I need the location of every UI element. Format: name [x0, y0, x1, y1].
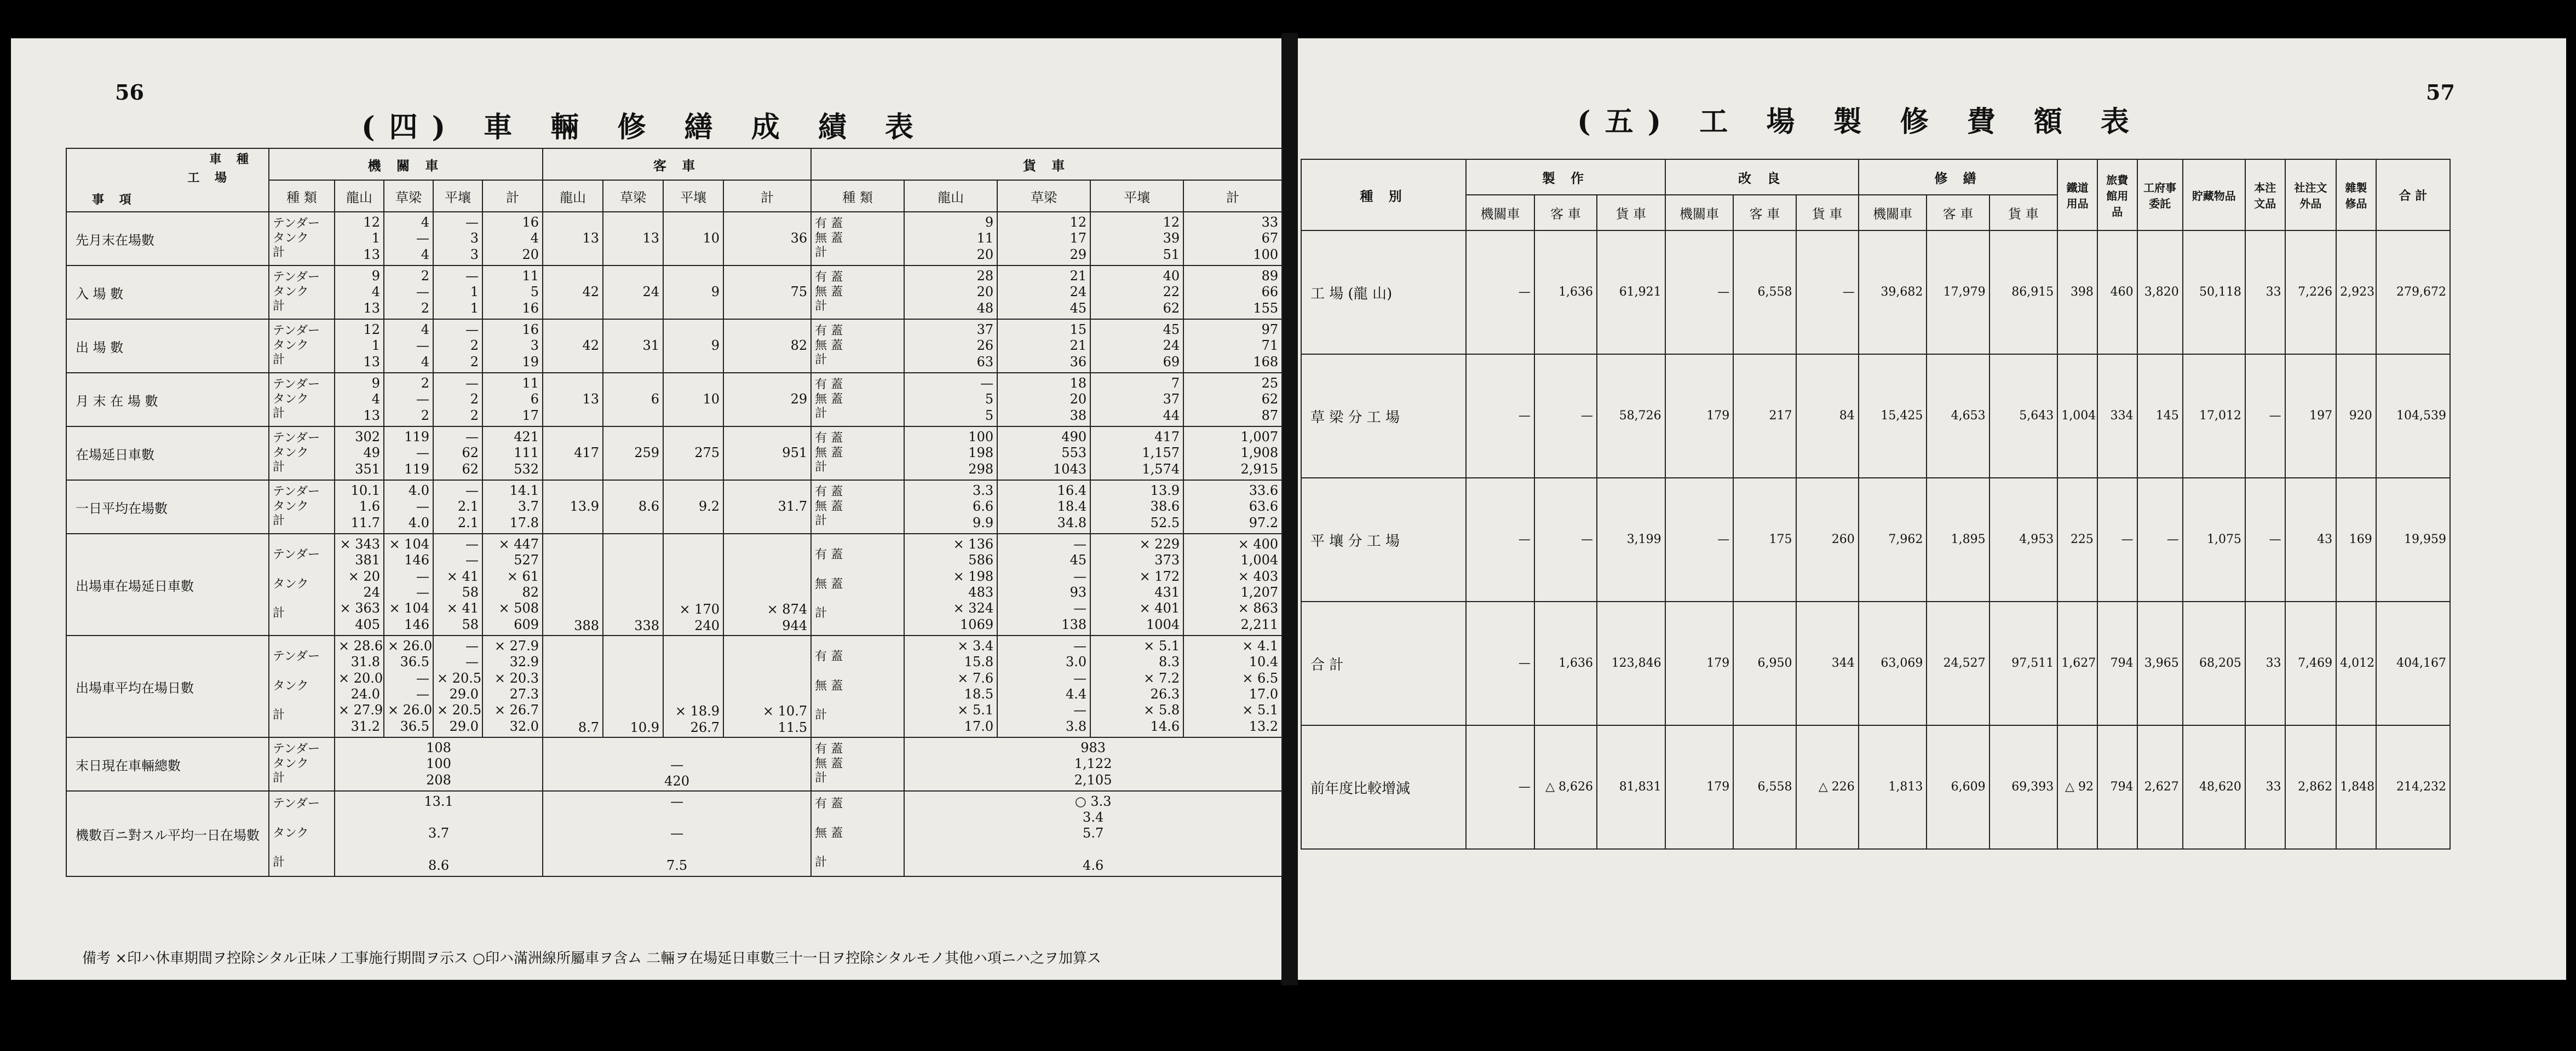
table-row: [66, 480, 1282, 534]
table-cell: —: [1466, 354, 1534, 478]
table-cell: 97 71 168: [1183, 319, 1282, 373]
table-cell: 39,682: [1859, 230, 1927, 354]
table-cell: 42: [543, 265, 603, 319]
sub-header: 貨 車: [1796, 195, 1859, 230]
col-header: 草梁: [997, 180, 1090, 212]
row-label: 平 壤 分 工 場: [1301, 478, 1466, 602]
table-cell: 2,862: [2285, 725, 2336, 849]
table-cell: 344: [1796, 602, 1859, 725]
table-cell: 有 蓋 無 蓋 計: [811, 319, 904, 373]
table-cell: — 2.1 2.1: [433, 480, 482, 534]
table-cell: × 104 146 — — × 104 146: [384, 534, 433, 636]
table-cell: 5,643: [1990, 354, 2058, 478]
table-cell: 15 21 36: [997, 319, 1090, 373]
table-cell: 259: [603, 426, 663, 480]
table-row: [66, 265, 1282, 319]
table-cell: 7,962: [1859, 478, 1927, 602]
table-cell: 417: [543, 426, 603, 480]
row-label: 月 末 在 場 數: [66, 373, 269, 426]
col-header: 龍山: [543, 180, 603, 212]
table-cell: 12 1 13: [335, 212, 384, 265]
table-cell: 4,953: [1990, 478, 2058, 602]
table-cell: 33 67 100: [1183, 212, 1282, 265]
table-cell: テンダー タンク 計: [269, 480, 335, 534]
table-cell: —: [1796, 230, 1859, 354]
row-label: 一日平均在場數: [66, 480, 269, 534]
table-cell: 1,895: [1927, 478, 1989, 602]
table-cell: 983 1,122 2,105: [904, 737, 1282, 791]
table-cell: 6,609: [1927, 725, 1989, 849]
table-cell: 58,726: [1597, 354, 1665, 478]
sub-header: 客 車: [1927, 195, 1989, 230]
table-cell: × 5.1 8.3 × 7.2 26.3 × 5.8 14.6: [1090, 636, 1183, 737]
table-cell: 10: [663, 212, 723, 265]
table-cell: 1,627: [2057, 602, 2097, 725]
table-cell: 有 蓋 無 蓋 計: [811, 737, 904, 791]
table-cell: — 420: [543, 737, 811, 791]
table-cell: 11 5 16: [482, 265, 543, 319]
table-cell: テンダー タンク 計: [269, 373, 335, 426]
col-header: 計: [482, 180, 543, 212]
table-cell: 421 111 532: [482, 426, 543, 480]
table-cell: — — × 41 58 × 41 58: [433, 534, 482, 636]
table-cell: 794: [2097, 725, 2137, 849]
table-cell: 13: [543, 212, 603, 265]
table-cell: 48,620: [2183, 725, 2245, 849]
table-row: [66, 373, 1282, 426]
table-cell: 3.3 6.6 9.9: [904, 480, 997, 534]
table-cell: 1,004: [2057, 354, 2097, 478]
table-cell: × 229 373 × 172 431 × 401 1004: [1090, 534, 1183, 636]
table-cell: △ 92: [2057, 725, 2097, 849]
table-cell: — 3 3: [433, 212, 482, 265]
table-cell: 7 37 44: [1090, 373, 1183, 426]
table-cell: 279,672: [2376, 230, 2450, 354]
table-cell: 13.1 3.7 8.6: [335, 791, 543, 876]
table-cell: 16.4 18.4 34.8: [997, 480, 1090, 534]
table-cell: × 874 944: [723, 534, 811, 636]
table-cell: 45 24 69: [1090, 319, 1183, 373]
table-cell: 169: [2336, 478, 2376, 602]
table-cell: 1,636: [1534, 602, 1597, 725]
col-header: 種 類: [269, 180, 335, 212]
table-cell: — 45 — 93 — 138: [997, 534, 1090, 636]
table-cell: 15,425: [1859, 354, 1927, 478]
table-cell: ○ 3.3 3.4 5.7 4.6: [904, 791, 1282, 876]
table-cell: 1,075: [2183, 478, 2245, 602]
row-label: 在場延日車數: [66, 426, 269, 480]
row-label: 機數百ニ對スル平均一日在場數: [66, 791, 269, 876]
table-cell: 33: [2245, 230, 2285, 354]
left-page-title: (四) 車 輛 修 繕 成 績 表: [361, 111, 928, 144]
sub-header: 貨 車: [1990, 195, 2058, 230]
table-cell: 12 1 13: [335, 319, 384, 373]
table-cell: —: [1534, 354, 1597, 478]
table-cell: 119 — 119: [384, 426, 433, 480]
table-cell: 920: [2336, 354, 2376, 478]
col-header: 社注文外品: [2285, 159, 2336, 230]
corner-item: 事 項: [92, 193, 137, 207]
table-cell: 2,627: [2137, 725, 2183, 849]
table-cell: テンダー タンク 計: [269, 737, 335, 791]
table-cell: 404,167: [2376, 602, 2450, 725]
table-cell: 1,813: [1859, 725, 1927, 849]
table-cell: 37 26 63: [904, 319, 997, 373]
col-header: 貯藏物品: [2183, 159, 2245, 230]
group-header-freight-car: 貨 車: [811, 148, 1282, 180]
table-row: [1301, 478, 2450, 602]
table-cell: 9: [663, 265, 723, 319]
table-cell: 104,539: [2376, 354, 2450, 478]
table-cell: 有 蓋 無 蓋 計: [811, 534, 904, 636]
col-header: 平壤: [1090, 180, 1183, 212]
table-cell: 21 24 45: [997, 265, 1090, 319]
row-label: 工 場 (龍 山): [1301, 230, 1466, 354]
table-cell: 24,527: [1927, 602, 1989, 725]
table-cell: —: [1466, 230, 1534, 354]
col-header: 雜製修品: [2336, 159, 2376, 230]
table-cell: × 343 381 × 20 24 × 363 405: [335, 534, 384, 636]
table-cell: 33: [2245, 725, 2285, 849]
book-spine: [1281, 33, 1298, 985]
table-cell: 68,205: [2183, 602, 2245, 725]
group-header-passenger-car: 客 車: [543, 148, 811, 180]
table-cell: 11 6 17: [482, 373, 543, 426]
table-cell: 417 1,157 1,574: [1090, 426, 1183, 480]
table-cell: テンダー タンク 計: [269, 791, 335, 876]
table-cell: 3,199: [1597, 478, 1665, 602]
table-cell: 36: [723, 212, 811, 265]
table-cell: 有 蓋 無 蓋 計: [811, 480, 904, 534]
table-cell: — 62 62: [433, 426, 482, 480]
table-cell: 14.1 3.7 17.8: [482, 480, 543, 534]
table-cell: 10: [663, 373, 723, 426]
table-cell: 179: [1665, 725, 1734, 849]
col-header: 平壤: [663, 180, 723, 212]
col-header: 旅費館用品: [2097, 159, 2137, 230]
table-cell: 794: [2097, 602, 2137, 725]
row-label: 入 場 數: [66, 265, 269, 319]
row-label: 先月末在場數: [66, 212, 269, 265]
table-cell: — 5 5: [904, 373, 997, 426]
table-cell: 31.7: [723, 480, 811, 534]
table-cell: 13.9: [543, 480, 603, 534]
table-cell: テンダー タンク 計: [269, 212, 335, 265]
table-cell: 260: [1796, 478, 1859, 602]
row-label: 出 場 數: [66, 319, 269, 373]
group-header-manufacture: 製 作: [1466, 159, 1665, 195]
right-page-title: (五) 工 場 製 修 費 額 表: [1577, 105, 2143, 138]
col-header: 龍山: [335, 180, 384, 212]
table-cell: 1,848: [2336, 725, 2376, 849]
table-cell: 9 4 13: [335, 265, 384, 319]
table-cell: 25 62 87: [1183, 373, 1282, 426]
table-cell: —: [1466, 602, 1534, 725]
table-cell: 有 蓋 無 蓋 計: [811, 373, 904, 426]
table-cell: 302 49 351: [335, 426, 384, 480]
table-cell: 18 20 38: [997, 373, 1090, 426]
right-page-number: 57: [2426, 80, 2455, 105]
table-cell: 16 3 19: [482, 319, 543, 373]
table-cell: 有 蓋 無 蓋 計: [811, 265, 904, 319]
table-cell: 4,012: [2336, 602, 2376, 725]
table-cell: 29: [723, 373, 811, 426]
table-row: [66, 636, 1282, 737]
table-cell: △ 226: [1796, 725, 1859, 849]
row-label: 出場車平均在場日數: [66, 636, 269, 737]
table-cell: —: [2097, 478, 2137, 602]
table-cell: 31: [603, 319, 663, 373]
table-row: [1301, 354, 2450, 478]
table-cell: 460: [2097, 230, 2137, 354]
table-cell: 9 4 13: [335, 373, 384, 426]
table-cell: 145: [2137, 354, 2183, 478]
table-cell: 86,915: [1990, 230, 2058, 354]
table-cell: テンダー タンク 計: [269, 426, 335, 480]
table-cell: 8.6: [603, 480, 663, 534]
table-cell: —: [2137, 478, 2183, 602]
table-cell: —: [2245, 354, 2285, 478]
sub-header: 客 車: [1733, 195, 1796, 230]
row-label: 合 計: [1301, 602, 1466, 725]
table-cell: 有 蓋 無 蓋 計: [811, 212, 904, 265]
table-cell: —: [1466, 725, 1534, 849]
row-label: 末日現在車輛總數: [66, 737, 269, 791]
sub-header: 客 車: [1534, 195, 1597, 230]
table-cell: — 1 1: [433, 265, 482, 319]
table-row: [66, 737, 1282, 791]
left-page-number: 56: [115, 80, 144, 105]
table-cell: 42: [543, 319, 603, 373]
table-cell: 9 11 20: [904, 212, 997, 265]
table-cell: 17,012: [2183, 354, 2245, 478]
table-cell: × 170 240: [663, 534, 723, 636]
corner-type: 種 別: [1301, 159, 1466, 230]
table-cell: 398: [2057, 230, 2097, 354]
row-label: 前年度比較增減: [1301, 725, 1466, 849]
table-cell: × 10.7 11.5: [723, 636, 811, 737]
table-row: [1301, 230, 2450, 354]
table-cell: 2 — 2: [384, 373, 433, 426]
table-cell: — — 7.5: [543, 791, 811, 876]
table-cell: 214,232: [2376, 725, 2450, 849]
table-cell: 61,921: [1597, 230, 1665, 354]
table-cell: 338: [603, 534, 663, 636]
table-cell: 175: [1733, 478, 1796, 602]
table-row: [66, 319, 1282, 373]
table-cell: 75: [723, 265, 811, 319]
table-cell: 69,393: [1990, 725, 2058, 849]
sub-header: 機關車: [1859, 195, 1927, 230]
col-header: 龍山: [904, 180, 997, 212]
table-cell: 100 198 298: [904, 426, 997, 480]
group-header-locomotive: 機 關 車: [269, 148, 543, 180]
table-cell: 388: [543, 534, 603, 636]
table-cell: 43: [2285, 478, 2336, 602]
table-cell: 275: [663, 426, 723, 480]
table-cell: × 18.9 26.7: [663, 636, 723, 737]
table-cell: 12 17 29: [997, 212, 1090, 265]
table-cell: × 27.9 32.9 × 20.3 27.3 × 26.7 32.0: [482, 636, 543, 737]
table-cell: —: [1534, 478, 1597, 602]
table-cell: 89 66 155: [1183, 265, 1282, 319]
table-cell: 有 蓋 無 蓋 計: [811, 426, 904, 480]
table-cell: —: [1466, 478, 1534, 602]
table-row: [1301, 725, 2450, 849]
table-cell: —: [1665, 478, 1734, 602]
table-cell: 6,558: [1733, 230, 1796, 354]
table-cell: 17,979: [1927, 230, 1989, 354]
table-cell: — 3.0 — 4.4 — 3.8: [997, 636, 1090, 737]
sub-header: 貨 車: [1597, 195, 1665, 230]
table-cell: テンダー タンク 計: [269, 534, 335, 636]
corner-vehicle-type: 車 種: [209, 152, 254, 166]
col-header: 計: [1183, 180, 1282, 212]
table-cell: 28 20 48: [904, 265, 997, 319]
table-cell: —: [1665, 230, 1734, 354]
table-cell: 2 — 2: [384, 265, 433, 319]
table-cell: 8.7: [543, 636, 603, 737]
right-page: [1298, 38, 2566, 980]
table-cell: —: [2245, 478, 2285, 602]
table-cell: 40 22 62: [1090, 265, 1183, 319]
table-cell: 6: [603, 373, 663, 426]
group-header-repair: 修 繕: [1859, 159, 2057, 195]
table-row: [66, 426, 1282, 480]
table-cell: 13.9 38.6 52.5: [1090, 480, 1183, 534]
table-cell: 1,007 1,908 2,915: [1183, 426, 1282, 480]
table-cell: 12 39 51: [1090, 212, 1183, 265]
col-header: 計: [723, 180, 811, 212]
table-cell: 6,558: [1733, 725, 1796, 849]
table-cell: × 26.0 36.5 — — × 26.0 36.5: [384, 636, 433, 737]
footnote: 備考 ×印ハ休車期間ヲ控除シタル正味ノ工事施行期間ヲ示ス ○印ハ滿洲線所屬車ヲ含ム 二輛ヲ在場延日車數三十一日ヲ控除シタルモノ其他ハ項ニハ之ヲ加算ス: [82, 950, 1101, 967]
table-cell: × 447 527 × 61 82 × 508 609: [482, 534, 543, 636]
table-cell: 10.9: [603, 636, 663, 737]
table-cell: 33.6 63.6 97.2: [1183, 480, 1282, 534]
table-cell: — — × 20.5 29.0 × 20.5 29.0: [433, 636, 482, 737]
col-header: 草梁: [384, 180, 433, 212]
factory-cost-table: [1301, 159, 2451, 850]
table-cell: — 2 2: [433, 373, 482, 426]
table-cell: 有 蓋 無 蓋 計: [811, 791, 904, 876]
table-cell: × 4.1 10.4 × 6.5 17.0 × 5.1 13.2: [1183, 636, 1282, 737]
table-cell: 82: [723, 319, 811, 373]
table-cell: 97,511: [1990, 602, 2058, 725]
row-label: 草 梁 分 工 場: [1301, 354, 1466, 478]
table-cell: 6,950: [1733, 602, 1796, 725]
table-cell: △ 8,626: [1534, 725, 1597, 849]
row-label: 出場車在場延日車數: [66, 534, 269, 636]
table-cell: 179: [1665, 354, 1734, 478]
table-cell: テンダー タンク 計: [269, 636, 335, 737]
sub-header: 機關車: [1665, 195, 1734, 230]
table-cell: 197: [2285, 354, 2336, 478]
table-cell: 4 — 4: [384, 319, 433, 373]
table-cell: 179: [1665, 602, 1734, 725]
table-cell: 84: [1796, 354, 1859, 478]
table-row: [1301, 602, 2450, 725]
table-cell: 33: [2245, 602, 2285, 725]
table-cell: 217: [1733, 354, 1796, 478]
table-cell: 123,846: [1597, 602, 1665, 725]
group-header-improvement: 改 良: [1665, 159, 1859, 195]
table-cell: テンダー タンク 計: [269, 265, 335, 319]
col-header: 本注文品: [2245, 159, 2285, 230]
col-header: 種 類: [811, 180, 904, 212]
table-cell: 19,959: [2376, 478, 2450, 602]
table-cell: テンダー タンク 計: [269, 319, 335, 373]
col-header: 工府事委託: [2137, 159, 2183, 230]
table-cell: 334: [2097, 354, 2137, 478]
col-header: 鐵道用品: [2057, 159, 2097, 230]
table-row: [66, 212, 1282, 265]
table-cell: 63,069: [1859, 602, 1927, 725]
table-cell: 7,469: [2285, 602, 2336, 725]
table-cell: × 136 586 × 198 483 × 324 1069: [904, 534, 997, 636]
table-cell: 9: [663, 319, 723, 373]
table-cell: 3,820: [2137, 230, 2183, 354]
table-cell: — 2 2: [433, 319, 482, 373]
table-cell: × 28.6 31.8 × 20.0 24.0 × 27.9 31.2: [335, 636, 384, 737]
table-cell: 10.1 1.6 11.7: [335, 480, 384, 534]
table-cell: 3,965: [2137, 602, 2183, 725]
table-cell: × 400 1,004 × 403 1,207 × 863 2,211: [1183, 534, 1282, 636]
table-row: [66, 534, 1282, 636]
table-cell: 2,923: [2336, 230, 2376, 354]
table-cell: 4.0 — 4.0: [384, 480, 433, 534]
table-cell: 490 553 1043: [997, 426, 1090, 480]
table-cell: 9.2: [663, 480, 723, 534]
sub-header: 機關車: [1466, 195, 1534, 230]
corner-header: [66, 148, 269, 212]
table-cell: 50,118: [2183, 230, 2245, 354]
col-header: 草梁: [603, 180, 663, 212]
table-cell: 4,653: [1927, 354, 1989, 478]
table-row: [66, 791, 1282, 876]
corner-factory: 工 場: [187, 171, 232, 185]
table-cell: 108 100 208: [335, 737, 543, 791]
table-cell: 1,636: [1534, 230, 1597, 354]
table-cell: 7,226: [2285, 230, 2336, 354]
table-cell: 4 — 4: [384, 212, 433, 265]
table-cell: 24: [603, 265, 663, 319]
repair-results-table: [66, 148, 1283, 877]
left-page: [11, 38, 1281, 980]
table-cell: 13: [543, 373, 603, 426]
table-cell: 有 蓋 無 蓋 計: [811, 636, 904, 737]
col-header: 平壤: [433, 180, 482, 212]
table-cell: 225: [2057, 478, 2097, 602]
table-cell: × 3.4 15.8 × 7.6 18.5 × 5.1 17.0: [904, 636, 997, 737]
table-cell: 16 4 20: [482, 212, 543, 265]
col-header: 合 計: [2376, 159, 2450, 230]
table-cell: 13: [603, 212, 663, 265]
table-cell: 951: [723, 426, 811, 480]
table-cell: 81,831: [1597, 725, 1665, 849]
